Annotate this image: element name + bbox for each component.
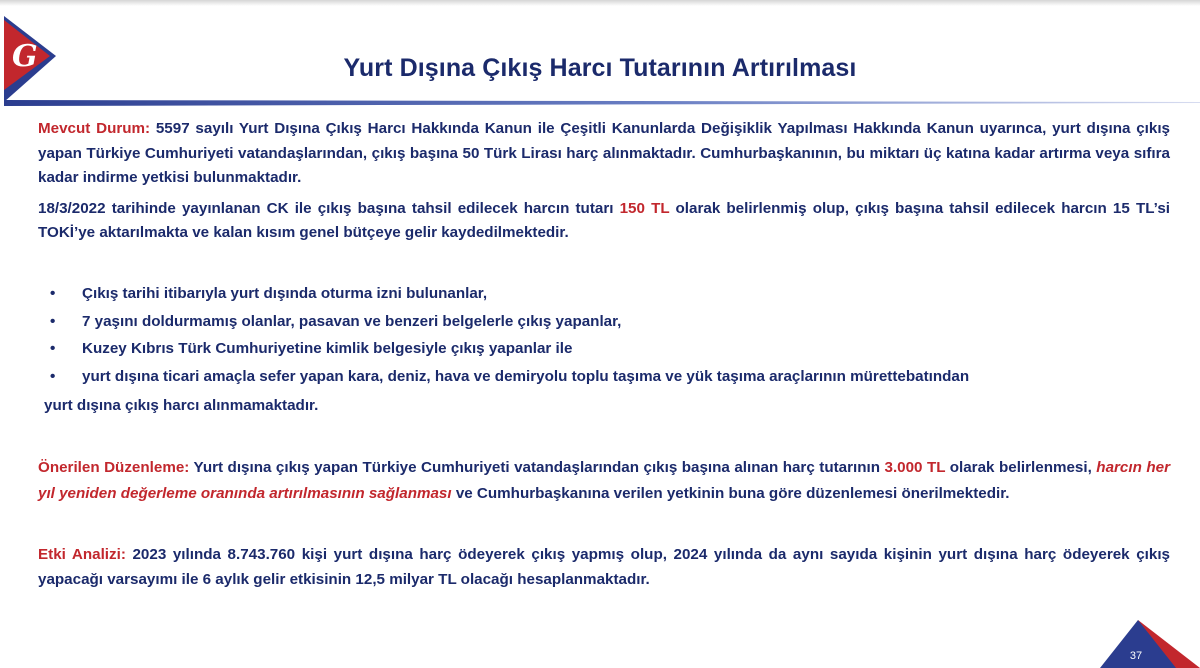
page-number: 37: [1129, 650, 1143, 662]
list-item-text: Çıkış tarihi itibarıyla yurt dışında oturma izni bulunanlar,: [82, 284, 488, 302]
proposal-paragraph: [38, 455, 1170, 507]
list-item: [38, 363, 1170, 391]
bullet-icon: •: [50, 312, 56, 330]
slide-content: [38, 117, 1170, 592]
logo-letter: G: [12, 39, 38, 74]
slide-title: Yurt Dışına Çıkış Harcı Tutarının Artırılması: [343, 54, 857, 82]
bullet-icon: •: [50, 340, 56, 358]
proposal-text-after: ve Cumhurbaşkanına verilen yetkinin buna göre düzenlemesi önerilmektedir.: [451, 484, 1010, 502]
bullet-icon: •: [50, 284, 56, 302]
proposal-label: Önerilen Düzenleme:: [38, 458, 190, 476]
list-item: [38, 280, 1170, 308]
current-status-text: 5597 sayılı Yurt Dışına Çıkış Harcı Hakkında Kanun ile Çeşitli Kanunlarda Değişiklik Yapılması Hakkında Kanun uyarınca, yurt dışına çıkış yapan Türkiye Cumhuriyeti vatandaşlarından, çıkış başına 50 Türk Lirası harç alınmaktadır. Cumhurbaşkanının, bu miktarı üç katına kadar artırma veya sıfıra kadar indirme yetkisi bulunmaktadır.: [38, 120, 1170, 187]
proposal-italic-highlight: harcın her yıl yeniden değerleme oranında artırılmasının sağlanması: [38, 458, 1170, 502]
decision-text-after: olarak belirlenmiş olup, çıkış başına tahsil edilecek harcın 15 TL’si TOKİ’ye aktarılmakta ve kalan kısım genel bütçeye gelir kaydedilmektedir.: [38, 199, 1170, 242]
exemptions-list: [38, 280, 1170, 390]
decision-paragraph: [38, 197, 1170, 246]
impact-paragraph: [38, 543, 1170, 592]
impact-label: Etki Analizi:: [38, 545, 126, 563]
decision-text-before: 18/3/2022 tarihinde yayınlanan CK ile çıkış başına tahsil edilecek harcın tutarı: [38, 199, 620, 217]
list-item: [38, 335, 1170, 363]
list-item: [38, 308, 1170, 336]
list-item-text: Kuzey Kıbrıs Türk Cumhuriyetine kimlik belgesiyle çıkış yapanlar ile: [82, 340, 573, 358]
proposal-highlight-amount: 3.000 TL: [884, 458, 946, 476]
list-item-text: 7 yaşını doldurmamış olanlar, pasavan ve benzeri belgelerle çıkış yapanlar,: [82, 312, 622, 330]
bullet-icon: •: [50, 367, 56, 385]
decision-highlight-amount: 150 TL: [619, 199, 670, 217]
proposal-text-before: Yurt dışına çıkış yapan Türkiye Cumhuriyeti vatandaşlarından çıkış başına alınan harç tutarının: [189, 458, 885, 476]
exemptions-conclusion: yurt dışına çıkış harcı alınmamaktadır.: [44, 397, 319, 415]
list-item-text: yurt dışına ticari amaçla sefer yapan kara, deniz, hava ve demiryolu toplu taşıma ve yük taşıma araçlarının mürettebatından: [82, 367, 970, 385]
current-status-label: Mevcut Durum:: [38, 120, 151, 137]
current-status-paragraph: [38, 117, 1170, 191]
top-edge-shadow: [0, 0, 1200, 6]
title-divider: [4, 98, 1200, 108]
proposal-text-middle: olarak belirlenmesi,: [945, 458, 1097, 476]
impact-text: 2023 yılında 8.743.760 kişi yurt dışına harç ödeyerek çıkış yapmış olup, 2024 yılında da aynı sayıda kişinin yurt dışına harç ödeyerek çıkış yapacağı varsayımı ile 6 aylık gelir etkisinin 12,5 milyar TL olacağı hesaplanmaktadır.: [38, 545, 1170, 588]
